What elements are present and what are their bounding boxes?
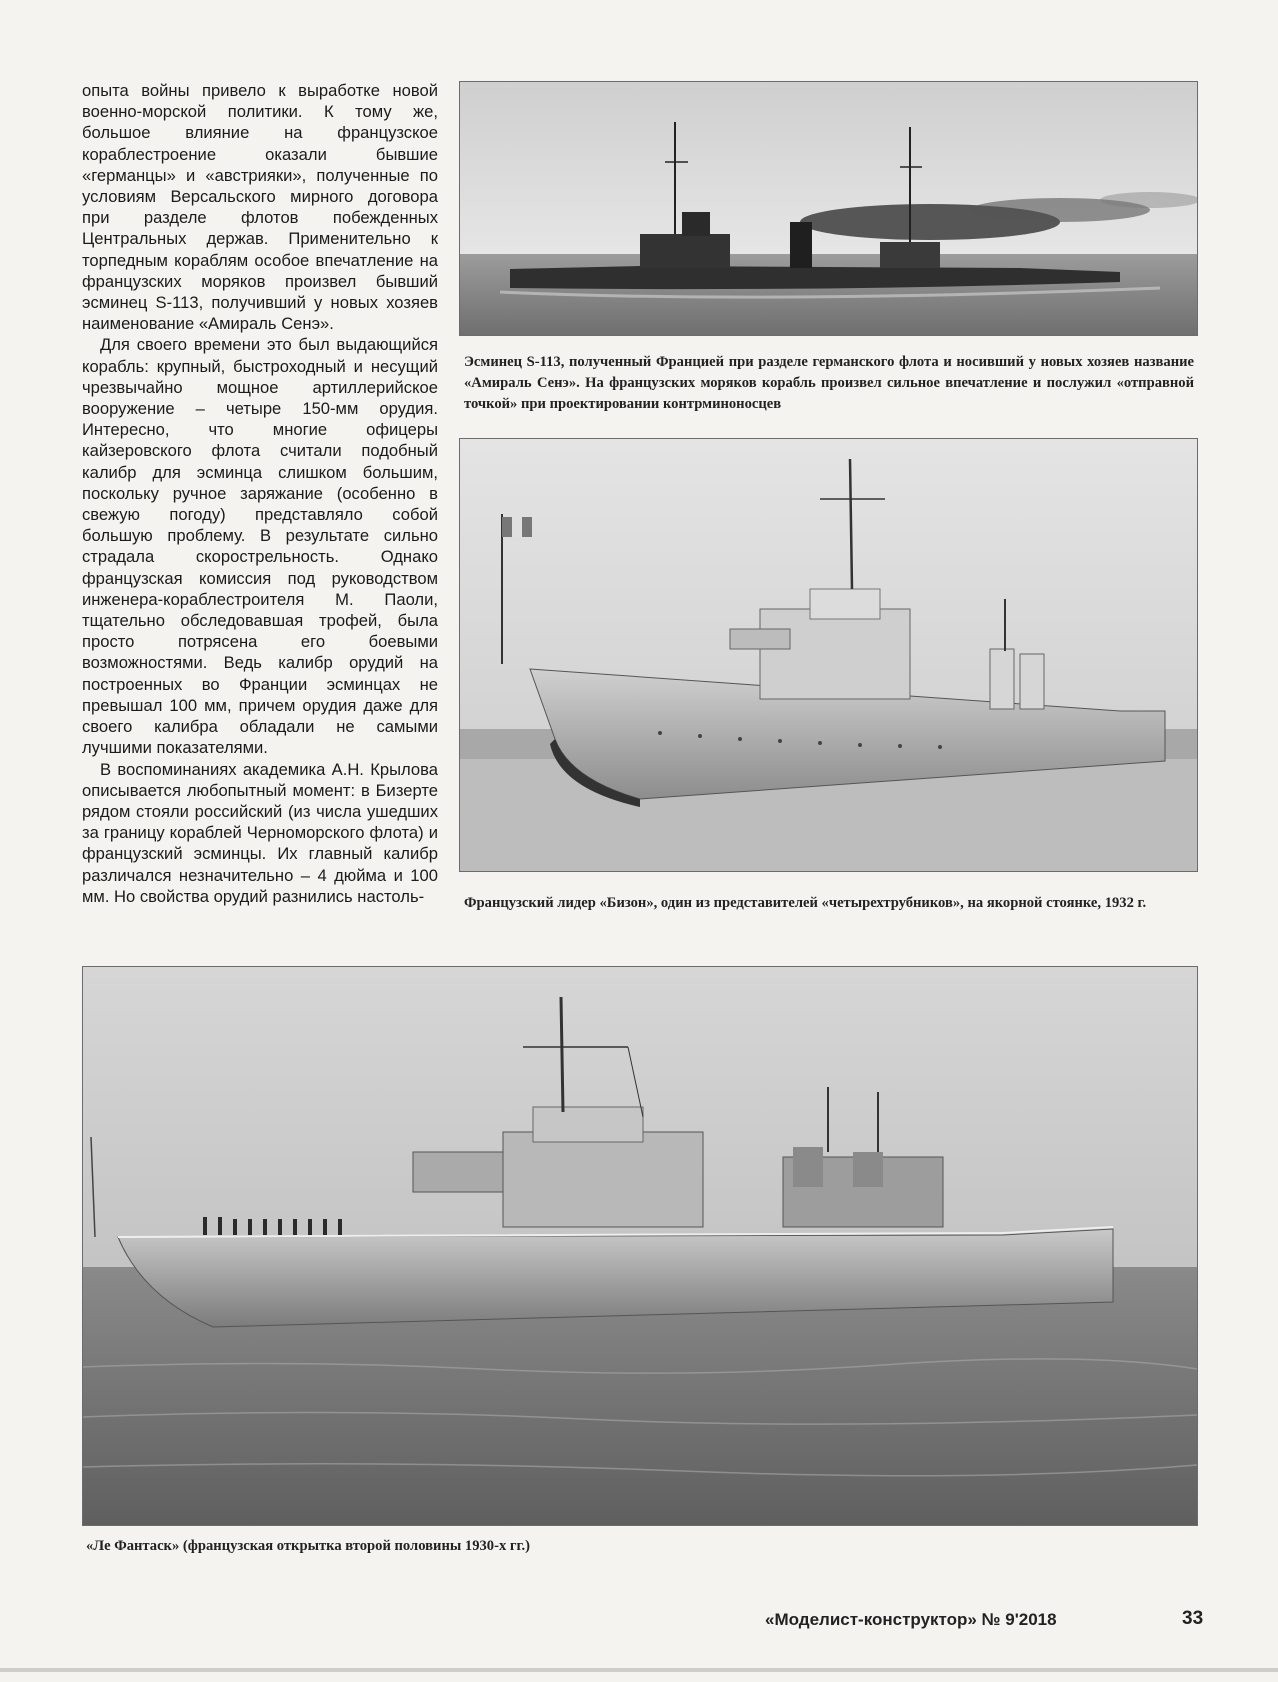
photo-s113-destroyer	[459, 81, 1198, 336]
caption-photo2: Французский лидер «Бизон», один из представителей «четырехтрубников», на якорной стоянке, 1932 г.	[464, 895, 1147, 911]
caption-photo1: Эсминец S-113, полученный Францией при разделе германского флота и носивший у новых хозяев название «Амираль Сенэ». На французских моряков корабль произвел сильное впечатление и послужил «отправной точкой» при проектировании контрминоносцев	[464, 354, 1194, 412]
photo-bison-leader	[459, 438, 1198, 872]
article-paragraph: Для своего времени это был выдающийся корабль: крупный, быстроходный и несущий чрезвычайно мощное артиллерийское вооружение – четыре 150-мм орудия. Интересно, что многие офицеры кайзеровского флота считали подобный калибр для эсминца слишком большим, поскольку ручное заряжание (особенно в свежую погоду) представляло собой большую проблему. В результате сильно страдала скорострельность. Однако французская комиссия под руководством инженера-кораблестроителя М. Паоли, тщательно обследовавшая трофей, была просто потрясена его боевыми возможностями. Ведь калибр орудий на построенных во Франции эсминцах не превышал 100 мм, причем орудия даже для своего калибра обладали не самыми лучшими показателями.	[82, 335, 438, 758]
magazine-footer: «Моделист-конструктор» № 9'2018	[765, 1610, 1057, 1629]
photo-le-fantasque	[82, 966, 1198, 1526]
page-number: 33	[1182, 1608, 1204, 1629]
article-paragraph: В воспоминаниях академика А.Н. Крылова описывается любопытный момент: в Бизерте рядом стояли российский (из числа ушедших за границу кораблей Черноморского флота) и французский эсминцы. Их главный калибр различался незначительно – 4 дюйма и 100 мм. Но свойства орудий разнились настоль-	[82, 759, 438, 906]
bottom-divider	[0, 1668, 1278, 1672]
caption-photo3: «Ле Фантаск» (французская открытка второй половины 1930-х гг.)	[86, 1538, 531, 1554]
article-paragraph: опыта войны привело к выработке новой военно-морской политики. К тому же, большое влияние на французское кораблестроение оказали бывшие «германцы» и «австрияки», полученные по условиям Версальского мирного договора при разделе флотов побежденных Центральных держав. Применительно к торпедным кораблям особое впечатление на французских моряков произвел бывший эсминец S-113, получивший у новых хозяев наименование «Амираль Сенэ».	[82, 81, 438, 334]
ship-illustration	[460, 439, 1197, 871]
article-text-column	[82, 80, 438, 907]
ship-illustration	[460, 82, 1197, 335]
ship-illustration	[83, 967, 1197, 1525]
